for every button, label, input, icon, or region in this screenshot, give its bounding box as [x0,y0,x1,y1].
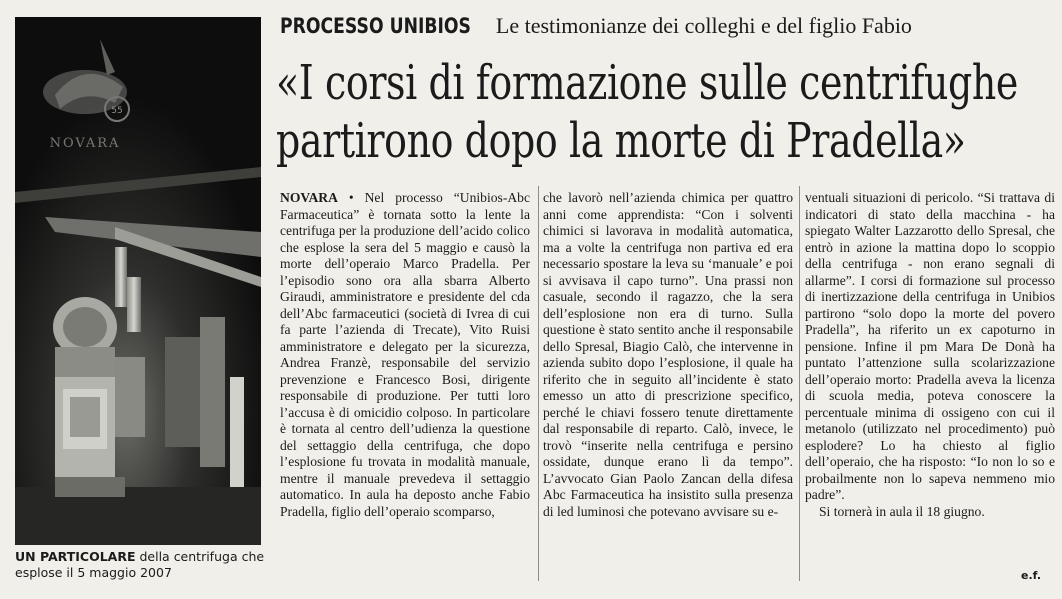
column-divider [538,186,539,581]
kicker-label: PROCESSO UNIBIOS [280,14,471,38]
column-2-text: che lavorò nell’azienda chimica per quattro anni come apprendista: “Con i solventi chimici si lavorava in modalità automatica, ma a volte la centrifuga non partiva ed era necessario spostare la leva su ‘manuale’ e poi si avvisava il capo turno”. Una prassi non casuale, secondo il ragazzo, che la sera dell’esplosione non era di turno. Sulla questione è stato sentito anche il responsabile dello Spresal, Biagio Calò, che intervenne in azienda subito dopo l’esplosione, il quale ha riferito che in seguito all’incidente è stato emesso un atto di prescrizione specifico, perché le chiavi fossero tenute direttamente dal responsabile di reparto. Calò, invece, le trovò “inserite nella centrifuga e persino ossidate, dunque erano lì da tempo”. L’avvocato Gian Paolo Zancan della difesa Abc Farmaceutica ha insistito sulla presenza di led luminosi che potevano avvisare su e- [543,190,793,519]
caption-text: della centrifuga che esplose il 5 maggio 2007 [15,549,265,580]
article-headline [276,54,1018,170]
headline-line-2: partirono dopo la morte di Pradella» [276,113,966,169]
article-closing: Si tornerà in aula il 18 giugno. [819,503,985,519]
centrifuge-photo [15,17,261,545]
article-column-1 [280,190,530,520]
column-divider [799,186,800,581]
author-signature: e.f. [1021,569,1042,582]
article-column-3 [805,190,1055,520]
photo-illustration [15,17,261,545]
photo-caption [15,549,265,581]
svg-text:NOVARA: NOVARA [49,136,121,151]
dateline: NOVARA [280,190,338,205]
caption-lead: UN PARTICOLARE [15,549,136,564]
article-kicker [280,12,912,41]
column-1-text: • Nel processo “Unibios-Abc Farmaceutica” è tornata sotto la lente la centrifuga per la produzione dell’acido colico che esplose la sera del 5 maggio e causò la morte dell’operaio Marco Pradella. Per l’episodio sono ora alla sbarra Alberto Giraudi, amministratore e presidente del cda dell’Abc farmaceutici (società di Ivrea di cui fa parte l’azienda di Trecate), Vito Ruisi amministratore e delegato per la sicurezza, Andrea Franzè, responsabile del servizio prevenzione e Francesco Bosi, dirigente responsabile di produzione. Per tutti loro l’accusa è di omicidio colposo. In particolare è tornata al centro dell’udienza la questione del settaggio della centrifuga, che dopo l’esplosione fu trovata in modalità manuale, mentre il manuale prevedeva il settaggio automatico. In aula ha deposto anche Fabio Pradella, figlio dell’operaio scomparso, [280,190,530,519]
article-column-2 [543,190,793,520]
svg-text:55: 55 [111,106,123,116]
article-subtitle: Le testimonianze dei colleghi e del figlio Fabio [495,13,912,38]
headline-line-1: «I corsi di formazione sulle centrifughe [276,55,1018,111]
column-3-text: ventuali situazioni di pericolo. “Si trattava di indicatori di stato della macchina - ha spiegato Walter Lazzarotto dello Spresal, che entrò in azione la mattina dopo lo scoppio della centrifuga - non erano segnali di allarme”. I corsi di formazione sul processo di inertizzazione della centrifuga in Unibios partirono “solo dopo la morte del povero Pradella”, ha riferito un ex capoturno in pensione. Infine il pm Mara De Donà ha puntato l’attenzione sulla scolarizzazione dell’operaio morto: Pradella aveva la licenza di scuola media, poteva conoscere la percentuale minima di ossigeno con cui il metanolo (utilizzato nel procedimento) può esplodere? Lo ha chiesto al figlio dell’operaio, che ha risposto: “Io non lo so e probailmente non lo sapeva nemmeno mio padre”. [805,190,1055,502]
